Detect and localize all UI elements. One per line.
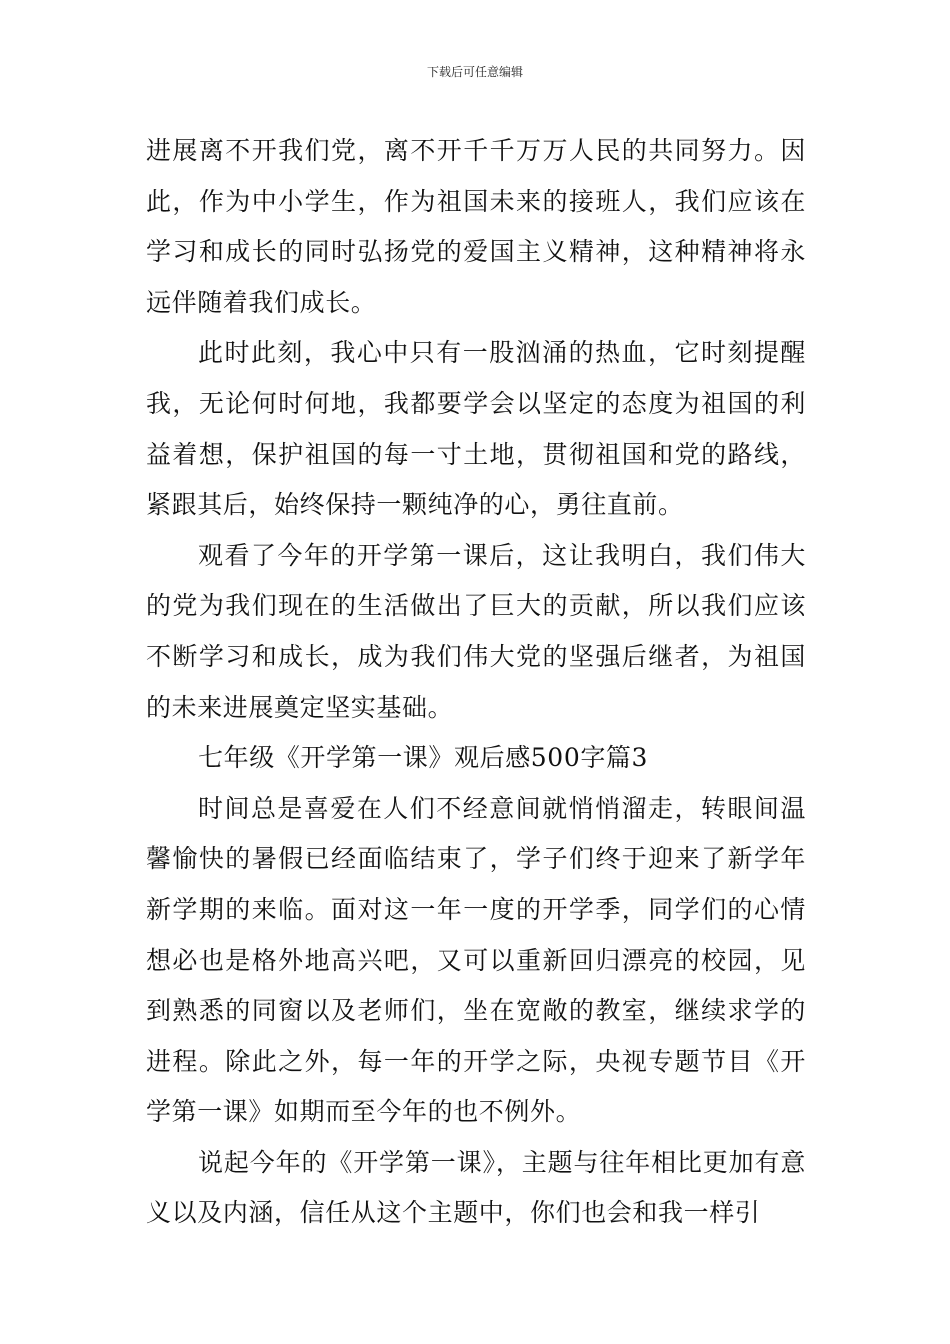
paragraph-2: 此时此刻，我心中只有一股汹涌的热血，它时刻提醒我，无论何时何地，我都要学会以坚定的态度为祖国的利益着想，保护祖国的每一寸土地，贯彻祖国和党的路线，紧跟其后，始终保持一颗纯净的心，勇往直前。 bbox=[146, 338, 806, 520]
page-header-note: 下载后可任意编辑 bbox=[426, 65, 523, 79]
document-body bbox=[146, 126, 806, 1239]
paragraph-3: 观看了今年的开学第一课后，这让我明白，我们伟大的党为我们现在的生活做出了巨大的贡献，所以我们应该不断学习和成长，成为我们伟大党的坚强后继者，为祖国的未来进展奠定坚实基础。 bbox=[146, 540, 806, 722]
paragraph-1: 进展离不开我们党，离不开千千万万人民的共同努力。因此，作为中小学生，作为祖国未来的接班人，我们应该在学习和成长的同时弘扬党的爱国主义精神，这种精神将永远伴随着我们成长。 bbox=[146, 136, 806, 317]
paragraph-4: 时间总是喜爱在人们不经意间就悄悄溜走，转眼间温馨愉快的暑假已经面临结束了，学子们终于迎来了新学年新学期的来临。面对这一年一度的开学季，同学们的心情想必也是格外地高兴吧，又可以重新回归漂亮的校园，见到熟悉的同窗以及老师们，坐在宽敞的教室，继续求学的进程。除此之外，每一年的开学之际，央视专题节目《开学第一课》如期而至今年的也不例外。 bbox=[146, 793, 806, 1127]
paragraph-5: 说起今年的《开学第一课》，主题与往年相比更加有意义以及内涵，信任从这个主题中，你们也会和我一样引 bbox=[146, 1147, 806, 1228]
section-heading: 七年级《开学第一课》观后感500字篇3 bbox=[198, 743, 649, 773]
